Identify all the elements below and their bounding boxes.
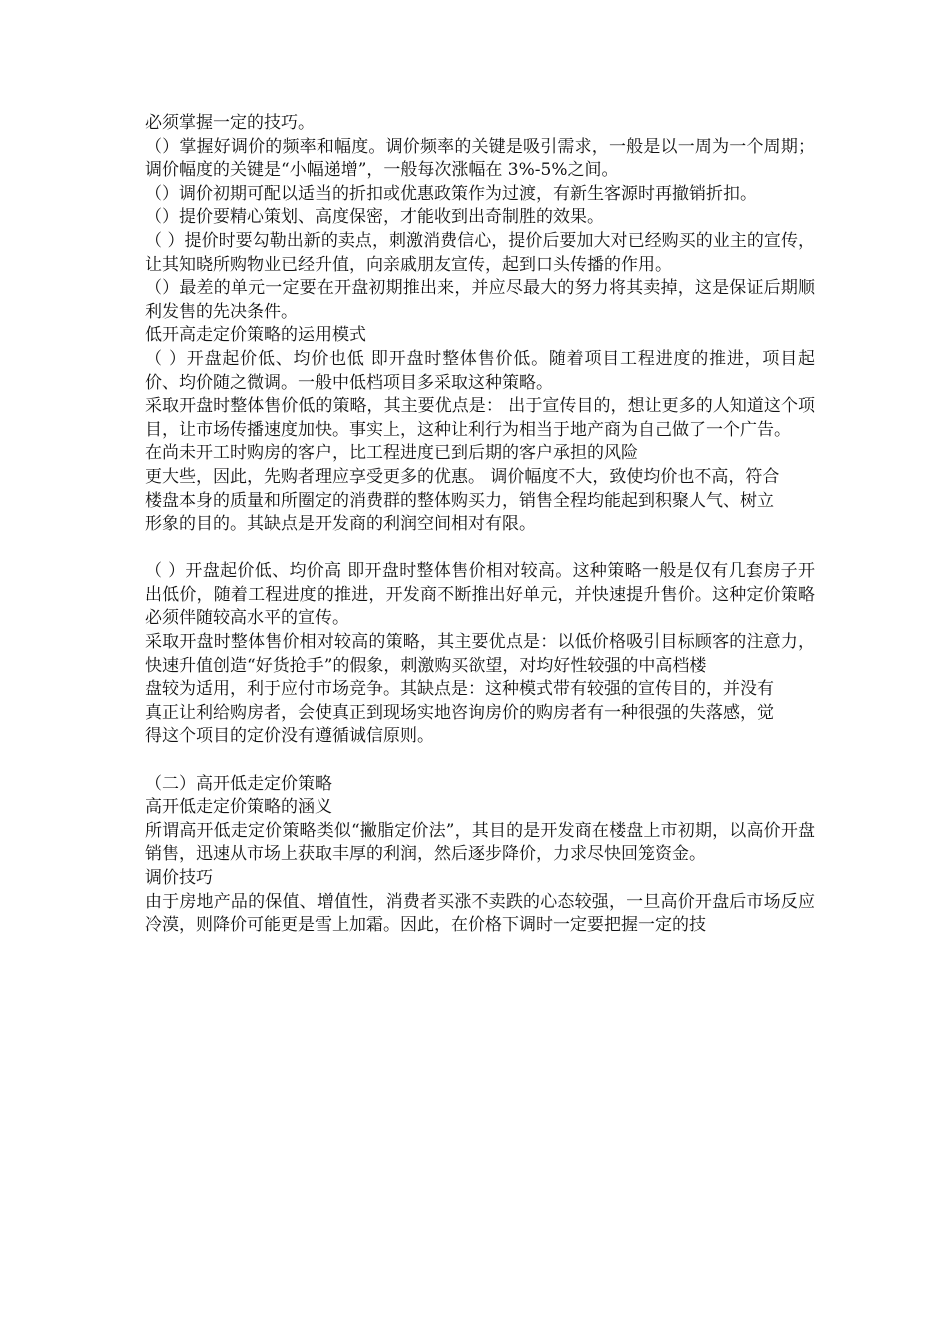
document-body (145, 112, 815, 938)
paragraph: 所谓高开低走定价策略类似“撇脂定价法”，其目的是开发商在楼盘上市初期，以高价开盘销售，迅速从市场上获取丰厚的利润，然后逐步降价，力求尽快回笼资金。 (145, 820, 815, 865)
paragraph: 形象的目的。其缺点是开发商的利润空间相对有限。 (145, 514, 536, 535)
paragraph: 真正让利给购房者，会使真正到现场实地咨询房价的购房者有一种很强的失落感，觉 (145, 702, 774, 723)
section-heading: （二）高开低走定价策略 (145, 773, 332, 794)
paragraph: 得这个项目的定价没有遵循诚信原则。 (145, 726, 434, 747)
paragraph: （ ）开盘起价低、均价高 即开盘时整体售价相对较高。这种策略一般是仅有几套房子开出低价，随着工程进度的推进，开发商不断推出好单元，并快速提升售价。这种定价策略必须伴随较高水平的宣传。 (145, 561, 815, 629)
paragraph: （）提价要精心策划、高度保密，才能收到出奇制胜的效果。 (145, 207, 604, 228)
paragraph: 必须掌握一定的技巧。 (145, 113, 315, 133)
paragraph: （）最差的单元一定要在开盘初期推出来，并应尽最大的努力将其卖掉，这是保证后期顺利发售的先决条件。 (145, 278, 815, 322)
paragraph: 在尚未开工时购房的客户，比工程进度已到后期的客户承担的风险 (145, 443, 638, 464)
paragraph: 采取开盘时整体售价相对较高的策略，其主要优点是：以低价格吸引目标顾客的注意力，快速升值创造“好货抢手”的假象，刺激购买欲望，对均好性较强的中高档楼 (145, 632, 815, 676)
paragraph: （）掌握好调价的频率和幅度。调价频率的关键是吸引需求，一般是以一周为一个周期；调价幅度的关键是“小幅递增”，一般每次涨幅在 3%-5%之间。 (145, 136, 815, 181)
section-heading: 低开高走定价策略的运用模式 (145, 325, 366, 346)
paragraph: （ ）开盘起价低、均价也低 即开盘时整体售价低。随着项目工程进度的推进，项目起价、均价随之微调。一般中低档项目多采取这种策略。 (145, 348, 815, 393)
paragraph: （）调价初期可配以适当的折扣或优惠政策作为过渡，有新生客源时再撤销折扣。 (145, 183, 757, 204)
blank-line (145, 537, 815, 561)
paragraph: 更大些，因此，先购者理应享受更多的优惠。 调价幅度不大，致使均价也不高，符合 (145, 466, 780, 487)
paragraph: 楼盘本身的质量和所圈定的消费群的整体购买力，销售全程均能起到积聚人气、树立 (145, 490, 774, 511)
blank-line (145, 749, 815, 773)
paragraph: 由于房地产品的保值、增值性，消费者买涨不卖跌的心态较强，一旦高价开盘后市场反应冷漠，则降价可能更是雪上加霜。因此，在价格下调时一定要把握一定的技 (145, 891, 815, 936)
paragraph: 盘较为适用，利于应付市场竞争。其缺点是：这种模式带有较强的宣传目的，并没有 (145, 679, 774, 700)
subsection-heading: 调价技巧 (145, 868, 213, 888)
paragraph: 采取开盘时整体售价低的策略，其主要优点是： 出于宣传目的，想让更多的人知道这个项目，让市场传播速度加快。事实上，这种让利行为相当于地产商为自己做了一个广告。 (145, 396, 815, 440)
paragraph: （ ）提价时要勾勒出新的卖点，刺激消费信心，提价后要加大对已经购买的业主的宣传，让其知晓所购物业已经升值，向亲戚朋友宣传，起到口头传播的作用。 (145, 230, 815, 275)
subsection-heading: 高开低走定价策略的涵义 (145, 797, 332, 818)
